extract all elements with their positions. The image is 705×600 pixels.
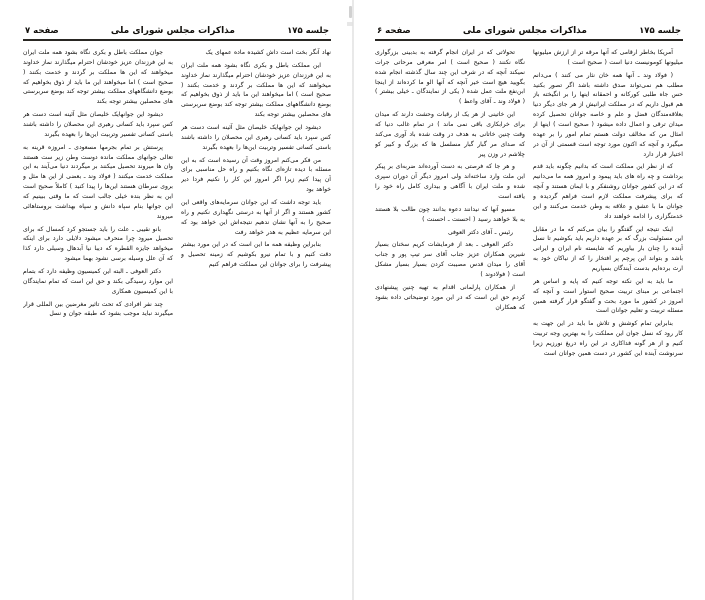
paragraph: من فکر می‌کنم امروز وقت آن رسیده است که به این مسئله با دیده تازه‌ای نگاه بکنیم و راه حل مناسبی برای آن پیدا کنیم زیرا اگر امروز این کار را نکنیم فردا دیر خواهد بود bbox=[181, 156, 331, 194]
column-gutter-right-page bbox=[525, 48, 533, 575]
paragraph: از همکاران پارلمانی اقدام به تهیه چنین پیشنهادی کردم حق این است که در این مورد توضیحاتی داده بشود که همکاران bbox=[375, 283, 525, 311]
paragraph: این مملکت باطل و بکری نگاه بشود همه ملت ایران به این فرزندان عزیز خودشان احترام میگذارند نماز خداوند میخواهند که این ها مملکت بر گردند و خدمت بکنند ( صحیح است ) اما میخواهند این ما باید از ذوق بخواهیم که بوضع دانشگاههای مملکت بیشتر توجه کند بوضع سربرستی های محصلین بیشتر توجه بکند bbox=[181, 61, 331, 119]
header-rule-right bbox=[375, 39, 683, 41]
text-columns-right-page bbox=[375, 48, 683, 575]
session-label-right: جلسه ۱۷۵ bbox=[639, 26, 681, 36]
paragraph: چند نفر افرادی که تحت تاثیر مغرضین بین المللی قرار میگیرند نباید موجب بشود که طبقه جوان و نسل bbox=[23, 300, 173, 318]
paragraph: دیشود این جوانهایک خلیصان مثل آئینه است دست هر کس سپرد باید کسانی رهبری این محصلان را داشته باشند باستی کسانی تفسیر وتربیت این‌ها را بعهده بگیرند bbox=[181, 124, 331, 151]
paragraph: پرستش بر تمام بجرمها مسعودی ـ امروزه قرینه به تعالی جوانهای مملکت مانده دوست وطن زیر ست هستند وان ها میروند تحصیل میکنند بر میگردند دنیا می‌آیند به این مملکت خدمت میکنند ( فولاد وند ـ بعضی از این ها مثل و بروی سرطان هستند این‌ها را پیدا کنید ) کاملاً صحیح است این به نظر بنده خیلی جالب است که ما وقتی ببینیم که این جوانها بنام سپاه دانش و سپاه بهداشت بروستاهائی میروند bbox=[23, 143, 173, 220]
paragraph: این خاتینی از هر یک از رقبات وحشت دارند که میدان برای خرابکاری باقی نمی ماند ) در تمام غالب دنیا که وقت چنین خاتانی به هدف در وقت شده باد آوری می‌کند که صدای مر گبار گبار مسلسل ها که بزرگ و کبیر کو چلاشم در وزن پیر bbox=[375, 111, 525, 158]
speaker-paragraph: بانو نقیبی ـ علت را باید جستجو کرد کمسال که برای تحصیل میرود چرا منحرف میشود دلایلی دارد برای اینکه میخواهد جایزه القطره که دیبا نیا آبدهال وسیلی دارد کذا که آن علل وسیله برسی نشود بهما میشود bbox=[23, 225, 173, 263]
paragraph: آمریکا بخاطر ارقامی که آنها مرقه تر از ارزش میلیونها میلیونها کومونیست دنیا است ( صحیح است ) bbox=[533, 49, 683, 66]
paragraph: ( فولاد وند ـ آنها همه خان نثار می کنند ) می‌دانم مطلب هم نمی‌تواند صدق داشته باشد اگر تصور بکنید حس جاه طلبی کورکانه و احمقانه اینها را بر انگیخته باز هم قبول داریم که در مملکت ایرانیش از هر جای دیگر دنیا بعلاقه‌مندگان فضل و علم و خاصه جوانان تحصیل کرده میدان ترقی و اعمال داده میشود ( صحیح است ) اینها از امثال من که مخالف دولت هستم تمام امور را بر عهده میگیرد و آنچه که اکنون مورد توجه است قسمتی از آن در اختیار قرار دارد bbox=[533, 71, 683, 158]
scan-artifact-smudge bbox=[347, 22, 353, 26]
paragraph: نهاد آنگر بخت است داش کشیده ماده عمهای یک bbox=[205, 49, 331, 56]
column-right-page-right bbox=[533, 48, 683, 575]
running-header-right-page bbox=[375, 26, 683, 39]
paragraph: که از نظر این مملکت است که بدانیم چگونه باید قدم برداشت و چه راه های باید پیمود و امروز همه ما می‌دانیم که در این کشور جوانان روشنفکر و با ایمان هستند و آنچه که برای پیشرفت مملکت لازم است فراهم گردیده و جوانان ما با عشق و علاقه به وطن خدمت می‌کنند و این خدمتگزاری را ادامه خواهند داد bbox=[533, 163, 683, 220]
paragraph: تحولاتی که در ایران انجام گرفته به بدبینی بزرگواری نگاه نکنند ( صحیح است ) امر معرفی مرحاتی جرات نمیکند آنچه که در شرف این چند سال گذشته انجام شده بگویید هیچ است خیر آنچه که آنها الو ما کرده‌اند از اینجا ابن‌نفع ملت عمل شده ( یکی از نمایندگان ـ خیلی بیشتر ) ( فولاد وند ـ آقای واعظ ) bbox=[375, 49, 525, 106]
speaker-paragraph: دکتر العوفی ـ البته این کمیسیون وظیفه دارد که بتمام این موارد رسیدگی بکند و حق این است که تمام نمایندگان با این کمیسیون همکاری bbox=[23, 268, 173, 295]
publication-title-left: مذاکرات مجلس شورای ملی bbox=[110, 26, 235, 36]
session-label-left: جلسه ۱۷۵ bbox=[287, 26, 329, 36]
column-gutter-left-page bbox=[173, 48, 181, 575]
paragraph: دیشود این جوانهایک خلیصان مثل آئینه است دست هر کس سپرد باید کسانی رهبری این محصلان را داشته باشند باستی کسانی تفسیر وتربیت این‌ها را بعهده بگیرند bbox=[23, 111, 173, 138]
speaker-paragraph: دکتر العوفی ـ بعد از فرمایشات کریم سخنان بسیار شیرین همکاران عزیز جناب آقای سر تیپ پور و جناب آقای را میدان قدس مصیبت کردن بسیار بسیار مشکل است ( فولادوند ) bbox=[375, 241, 525, 279]
header-rule-left bbox=[23, 39, 331, 41]
page-number-right: صفحه ۶ bbox=[377, 26, 411, 36]
column-left-page-right bbox=[181, 48, 331, 575]
page-left bbox=[1, 0, 353, 600]
text-columns-left-page bbox=[23, 48, 331, 575]
paragraph: باید توجه داشت که این جوانان سرمایه‌های واقعی این کشور هستند و اگر از آنها به درستی نگهداری نکنیم و راه صحیح را به آنها نشان ندهیم نتیجه‌اش این خواهد بود که این سرمایه عظیم به هدر خواهد رفت bbox=[181, 199, 331, 236]
page-number-left: صفحه ۷ bbox=[25, 26, 59, 36]
page-right bbox=[353, 0, 705, 600]
running-header-left-page bbox=[23, 26, 331, 39]
speaker-line: رئیس ـ آقای دکتر العوفی bbox=[447, 228, 513, 236]
paragraph: ما باید به این نکته توجه کنیم که پایه و اساس هر اجتماعی بر مبنای تربیت صحیح استوار است و آنچه که امروز در کشور ما مورد بحث و گفتگو قرار گرفته همین مسئله تربیت و تعلیم جوانان است bbox=[533, 277, 683, 315]
paragraph: جوان مملکت باطل و بکری نگاه بشود همه ملت ایران به این فرزندان عزیز خودشان احترام میگذارند نماز خداوند میخواهند که این ها مملکت بر گردند و خدمت بکنند ( صحیح است ) اما میخواهند این ما باید از ذوق بخواهیم که بوضع دانشگاههای مملکت بیشتر توجه کند بوضع سربرستی های محصلین بیشتر توجه بکند bbox=[23, 49, 173, 106]
paragraph: مسیو آنها که نیدانند دعوه بدانند چون طالب بلا هستند به بلا خواهند رسید ( احسنت ـ احسنت ) bbox=[375, 205, 525, 223]
column-right-page-left bbox=[375, 48, 525, 575]
page-gutter bbox=[352, 0, 354, 600]
publication-title-right: مذاکرات مجلس شورای ملی bbox=[462, 26, 587, 36]
paragraph: و هر جا که فرصتی به دست آورده‌اند ضربه‌ای بر پیکر این ملت وارد ساخته‌اند ولی امروز دیگر آن دوران سپری شده و ملت ایران با آگاهی و بیداری کامل راه خود را یافته است bbox=[375, 163, 525, 201]
paragraph: اینک نتیجه این گفتگو را بیان می‌کنم که ما در مقابل این مسئولیت بزرگ که بر عهده داریم باید بکوشیم تا نسل آینده را چنان بار بیاوریم که شایسته نام ایران و ایرانی باشد و بتواند این پرچم پر افتخار را که از نیاکان خود به ارث برده‌ایم بدست آیندگان بسپاریم bbox=[533, 225, 683, 273]
column-left-page-left bbox=[23, 48, 173, 575]
paragraph: بنابراین وظیفه همه ما این است که در این مورد بیشتر دقت کنیم و با تمام نیرو بکوشیم که زمینه تحصیل و پیشرفت را برای جوانان این مملکت فراهم کنیم bbox=[181, 241, 331, 269]
paragraph: بنابراین تمام کوشش و تلاش ما باید در این جهت به کار رود که نسل جوان این مملکت را به بهترین وجه تربیت کنیم و از هر گونه فداکاری در این راه دریغ نورزیم زیرا سرنوشت آینده این کشور در دست همین جوانان است bbox=[533, 320, 683, 357]
scan-artifact-speck bbox=[349, 6, 352, 18]
